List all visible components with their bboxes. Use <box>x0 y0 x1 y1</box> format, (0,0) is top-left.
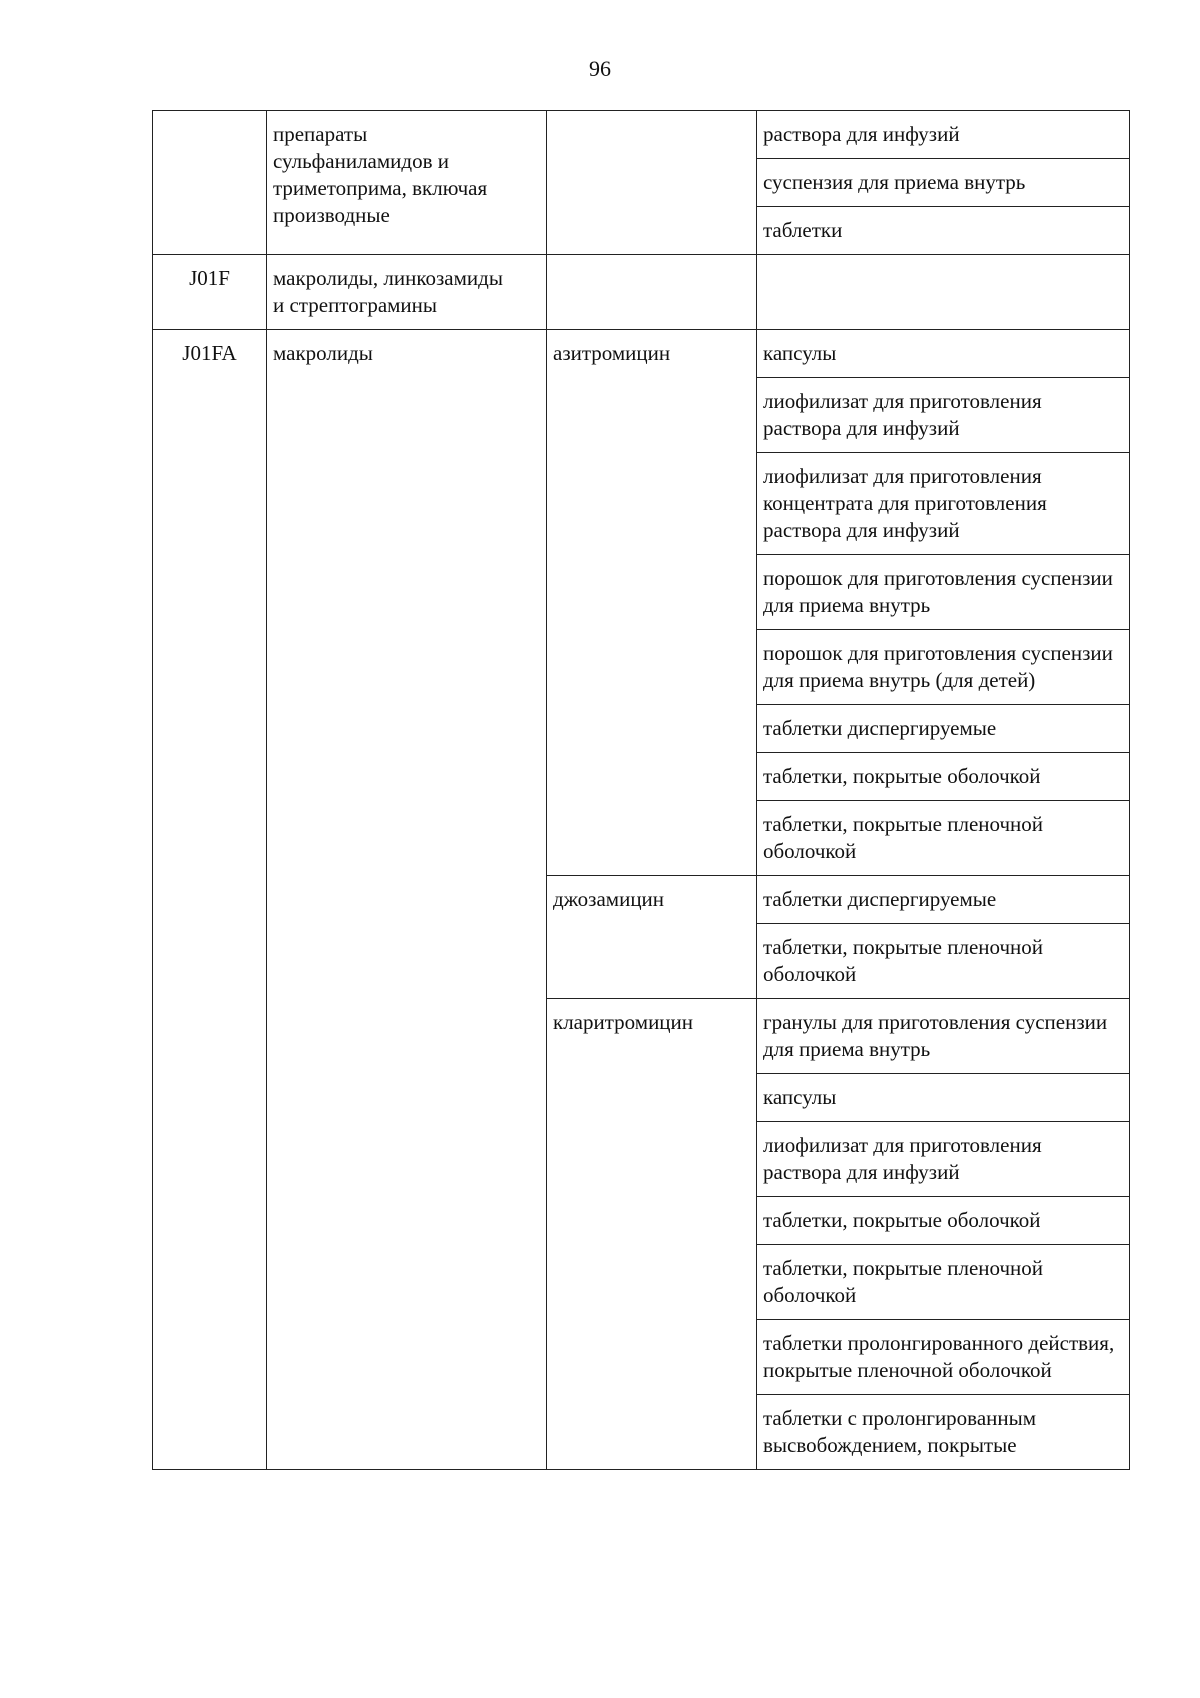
dosage-form-cell: лиофилизат для приготовления раствора для инфузий <box>757 1122 1130 1197</box>
dosage-form-cell: таблетки с пролонгированным высвобождением, покрытые <box>757 1395 1130 1470</box>
drug-name-cell: джозамицин <box>547 876 757 999</box>
atc-code-cell: J01FA <box>153 330 267 1470</box>
table-row <box>153 255 1130 330</box>
dosage-form-cell: гранулы для приготовления суспензии для приема внутрь <box>757 999 1130 1074</box>
dosage-form-cell: суспензия для приема внутрь <box>757 159 1130 207</box>
drug-table <box>152 110 1130 1470</box>
dosage-form-cell: таблетки, покрытые пленочной оболочкой <box>757 801 1130 876</box>
pharm-group-line: и стрептограмины <box>273 293 438 317</box>
pharm-group-line: препараты <box>273 122 368 146</box>
pharm-group-cell <box>267 111 547 255</box>
pharm-group-line: макролиды, линкозамиды <box>273 266 503 290</box>
drug-name-cell <box>547 111 757 255</box>
table-row <box>153 111 1130 159</box>
dosage-form-cell <box>757 255 1130 330</box>
atc-code-cell: J01F <box>153 255 267 330</box>
dosage-form-cell: капсулы <box>757 1074 1130 1122</box>
dosage-form-cell: порошок для приготовления суспензии для приема внутрь <box>757 555 1130 630</box>
pharm-group-line: триметоприма, включая <box>273 176 488 200</box>
table-row <box>153 330 1130 378</box>
dosage-form-cell: лиофилизат для приготовления раствора для инфузий <box>757 378 1130 453</box>
dosage-form-cell: таблетки пролонгированного действия, покрытые пленочной оболочкой <box>757 1320 1130 1395</box>
pharm-group-line: производные <box>273 203 390 227</box>
drug-table-body <box>153 111 1130 1470</box>
atc-code-cell <box>153 111 267 255</box>
dosage-form-cell: таблетки диспергируемые <box>757 705 1130 753</box>
pharm-group-line: сульфаниламидов и <box>273 149 449 173</box>
drug-name-cell: кларитромицин <box>547 999 757 1470</box>
dosage-form-cell: капсулы <box>757 330 1130 378</box>
dosage-form-cell: таблетки, покрытые пленочной оболочкой <box>757 1245 1130 1320</box>
dosage-form-cell: раствора для инфузий <box>757 111 1130 159</box>
dosage-form-cell: таблетки диспергируемые <box>757 876 1130 924</box>
dosage-form-cell: таблетки, покрытые пленочной оболочкой <box>757 924 1130 999</box>
page-number: 96 <box>589 56 611 81</box>
dosage-form-cell: лиофилизат для приготовления концентрата для приготовления раствора для инфузий <box>757 453 1130 555</box>
drug-name-cell: азитромицин <box>547 330 757 876</box>
pharm-group-cell <box>267 255 547 330</box>
dosage-form-cell: таблетки, покрытые оболочкой <box>757 753 1130 801</box>
pharm-group-cell <box>267 330 547 1470</box>
drug-name-cell <box>547 255 757 330</box>
pharm-group-line: макролиды <box>273 341 373 365</box>
dosage-form-cell: порошок для приготовления суспензии для приема внутрь (для детей) <box>757 630 1130 705</box>
dosage-form-cell: таблетки <box>757 207 1130 255</box>
dosage-form-cell: таблетки, покрытые оболочкой <box>757 1197 1130 1245</box>
